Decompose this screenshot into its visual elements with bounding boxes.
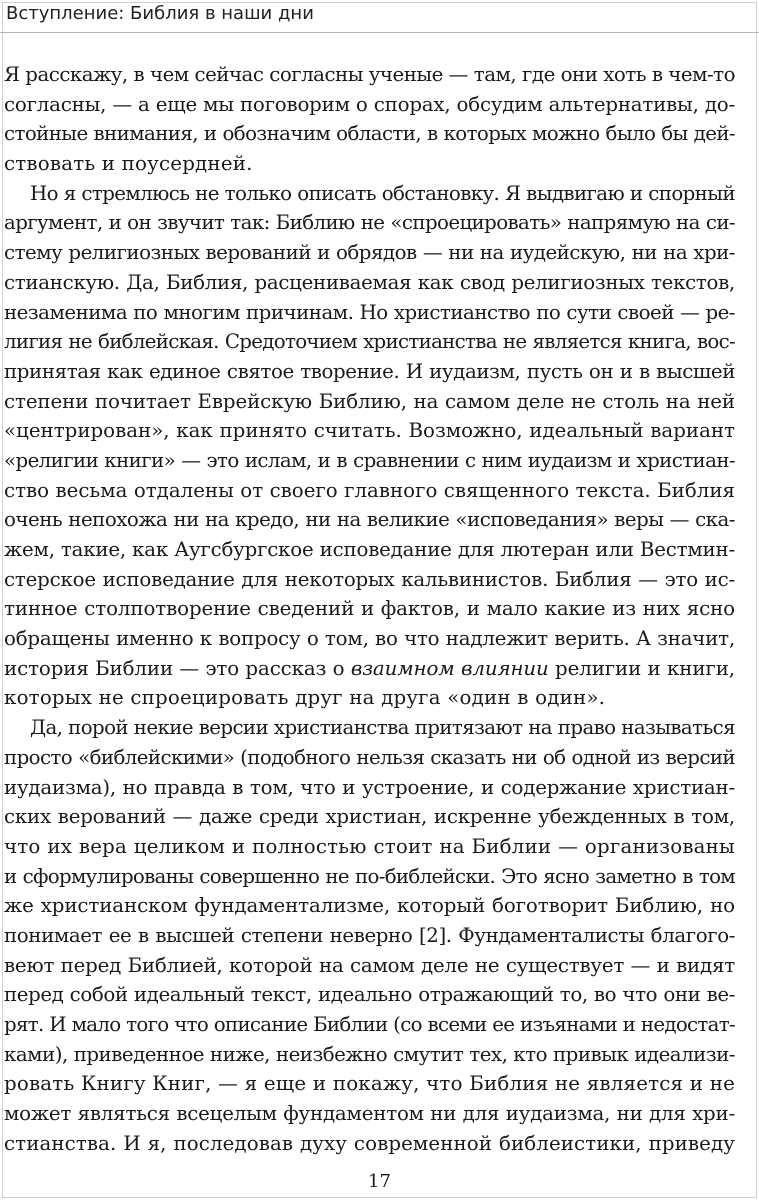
body-text xyxy=(4,60,735,1158)
text-line: «центрирован», как принято считать. Возможно, идеальный вариант xyxy=(4,419,735,443)
text-line: очень непохожа ни на кредо, ни на великие «исповедания» веры — ска- xyxy=(4,508,735,532)
text-line: может являться всецелым фундаментом ни для иудаизма, ни для хри- xyxy=(4,1102,735,1126)
text-line: незаменима по многим причинам. Но христианство по сути своей — ре- xyxy=(4,300,735,324)
emphasis-text: взаимном влиянии xyxy=(350,656,549,680)
text-line: ских верований — даже среди христиан, искренне убежденных в том, xyxy=(4,805,735,829)
text-line: иудаизма), но правда в том, что и устроение, и содержание христиан- xyxy=(4,775,735,799)
text-line: обращены именно к вопросу о том, во что надлежит верить. А значит, xyxy=(4,627,735,651)
text-line: «религии книги» — это ислам, и в сравнении с ним иудаизм и христиан- xyxy=(4,448,735,472)
text-line: стианскую. Да, Библия, расцениваемая как свод религиозных текстов, xyxy=(4,270,735,294)
text-line: же христианском фундаментализме, который боготворит Библию, но xyxy=(4,894,735,918)
text-line: согласны, — а еще мы поговорим о спорах, обсудим альтернативы, до- xyxy=(4,92,735,116)
running-head: Вступление: Библия в наши дни xyxy=(6,3,314,24)
text-line: ровать Книгу Книг, — я еще и покажу, что Библия не является и не xyxy=(4,1072,735,1096)
text-line: просто «библейскими» (подобного нельзя сказать ни об одной из версий xyxy=(4,745,735,769)
text-span: религии и книги, xyxy=(548,656,735,680)
text-line: что их вера целиком и полностью стоит на Библии — организованы xyxy=(4,834,735,858)
page-number: 17 xyxy=(368,1171,391,1192)
text-line xyxy=(4,654,735,684)
text-line: лигия не библейская. Средоточием христианства не является книга, вос- xyxy=(4,330,735,354)
text-line: стойные внимания, и обозначим области, в которых можно было бы дей- xyxy=(4,122,735,146)
text-line: и сформулированы совершенно не по-библейски. Это ясно заметно в том xyxy=(4,864,735,888)
text-line: Я расскажу, в чем сейчас согласны ученые — там, где они хоть в чем-то xyxy=(4,63,735,86)
text-span: история Библии — это рассказ о xyxy=(4,656,351,680)
text-line: Да, порой некие версии христианства притязают на право называться xyxy=(30,716,735,740)
text-line: веют перед Библией, которой на самом деле не существует — и видят xyxy=(4,953,735,977)
text-line: перед собой идеальный текст, идеально отражающий то, во что они ве- xyxy=(4,983,735,1007)
text-line: которых не спроецировать друг на друга «один в один». xyxy=(4,686,606,710)
text-line: ками), приведенное ниже, неизбежно смутит тех, кто привык идеализи- xyxy=(4,1042,735,1066)
text-line: ствовать и поусердней. xyxy=(4,152,253,176)
text-line: понимает ее в высшей степени неверно [2]. Фундаменталисты благого- xyxy=(4,923,735,947)
text-line: ство весьма отдалены от своего главного священного текста. Библия xyxy=(4,478,735,502)
text-line: степени почитает Еврейскую Библию, на самом деле не столь на ней xyxy=(4,389,735,413)
text-line: стианства. И я, последовав духу современной библеистики, приведу xyxy=(4,1131,735,1155)
text-line: рят. И мало того что описание Библии (со всеми ее изъянами и недостат- xyxy=(4,1013,735,1036)
text-line: принятая как единое святое творение. И иудаизм, пусть он и в высшей xyxy=(4,359,735,383)
text-line: стерское исповедание для некоторых кальвинистов. Библия — это ис- xyxy=(4,567,735,591)
text-line: тинное столпотворение сведений и фактов, и мало какие из них ясно xyxy=(4,597,735,621)
text-line: стему религиозных верований и обрядов — ни на иудейскую, ни на хри- xyxy=(4,241,735,265)
text-line: Но я стремлюсь не только описать обстановку. Я выдвигаю и спорный xyxy=(30,181,735,205)
text-line: жем, такие, как Аугсбургское исповедание для лютеран или Вестмин- xyxy=(4,538,735,561)
text-line: аргумент, и он звучит так: Библию не «спроецировать» напрямую на си- xyxy=(4,211,735,235)
header-rule xyxy=(0,32,759,33)
